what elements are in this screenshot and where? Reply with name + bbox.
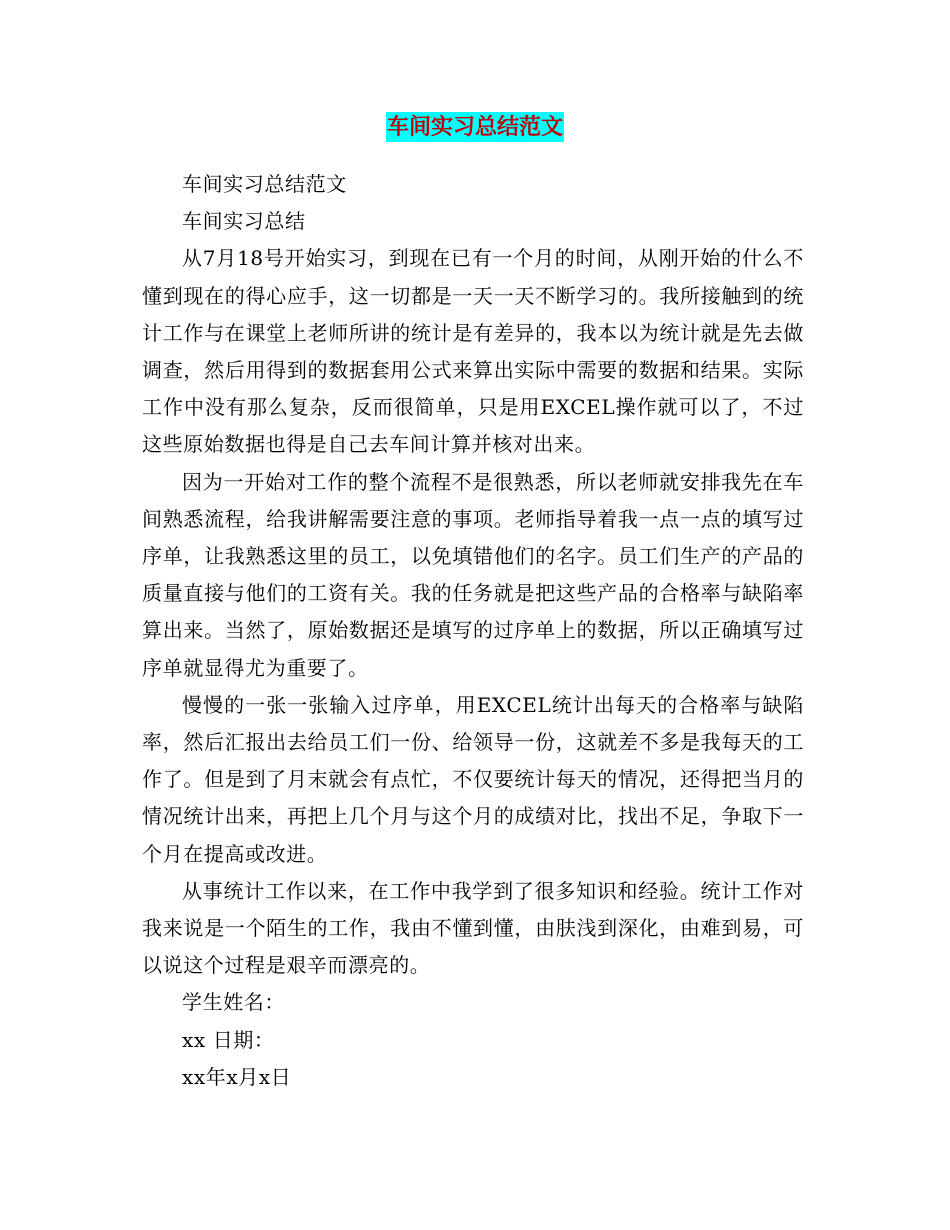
paragraph-1: 从7月18号开始实习，到现在已有一个月的时间，从刚开始的什么不懂到现在的得心应手，这一切都是一天一天不断学习的。我所接触到的统计工作与在课堂上老师所讲的统计是有差异的，我本以为统计就是先去做调查，然后用得到的数据套用公式来算出实际中需要的数据和结果。实际工作中没有那么复杂，反而很简单，只是用EXCEL操作就可以了，不过这些原始数据也得是自己去车间计算并核对出来。 [142, 246, 804, 457]
title-container [0, 112, 950, 142]
paragraph-4: 从事统计工作以来，在工作中我学到了很多知识和经验。统计工作对我来说是一个陌生的工作，我由不懂到懂，由肤浅到深化，由难到易，可以说这个过程是艰辛而漂亮的。 [142, 878, 804, 978]
paragraph-2: 因为一开始对工作的整个流程不是很熟悉，所以老师就安排我先在车间熟悉流程，给我讲解需要注意的事项。老师指导着我一点一点的填写过序单，让我熟悉这里的员工，以免填错他们的名字。员工们生产的产品的质量直接与他们的工资有关。我的任务就是把这些产品的合格率与缺陷率算出来。当然了，原始数据还是填写的过序单上的数据，所以正确填写过序单就显得尤为重要了。 [142, 469, 804, 680]
student-name-label: 学生姓名： [182, 990, 285, 1015]
date-label: xx 日期： [182, 1027, 275, 1052]
document-subtitle: 车间实习总结范文 [182, 172, 347, 196]
document-heading: 车间实习总结 [182, 209, 306, 234]
document-title: 车间实习总结范文 [386, 114, 563, 140]
date-value: xx年x月x日 [182, 1064, 292, 1089]
document-body [142, 166, 804, 1096]
paragraph-3: 慢慢的一张一张输入过序单，用EXCEL统计出每天的合格率与缺陷率，然后汇报出去给员工们一份、给领导一份，这就差不多是我每天的工作了。但是到了月末就会有点忙，不仅要统计每天的情况，还得把当月的情况统计出来，再把上几个月与这个月的成绩对比，找出不足，争取下一个月在提高或改进。 [142, 692, 804, 866]
